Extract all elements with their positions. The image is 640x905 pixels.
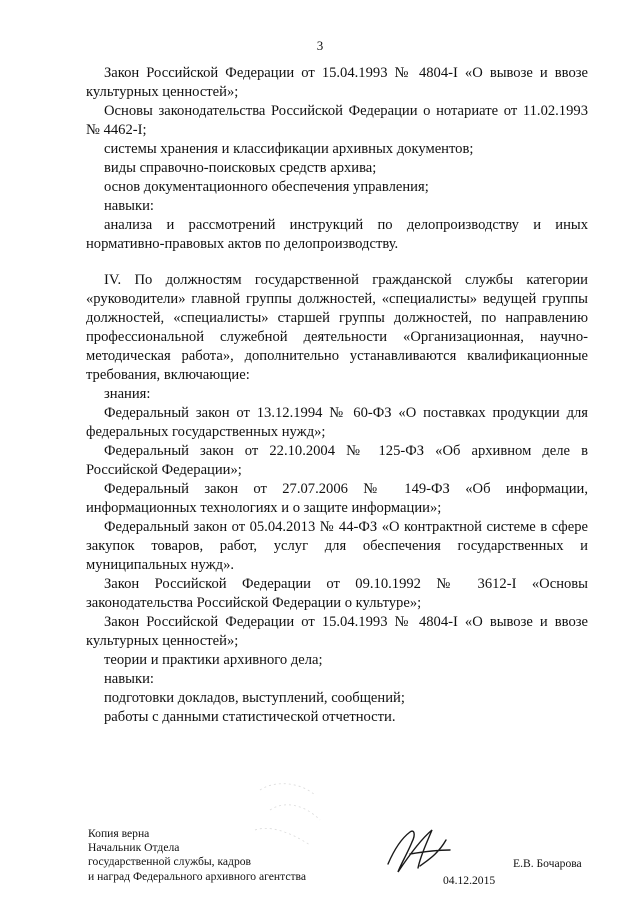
paragraph: навыки:	[104, 198, 154, 214]
paragraph: Закон Российской Федерации от 09.10.1992 № 3612-I «Основы законодательства Российской Федерации о культуре»;	[86, 576, 588, 611]
paragraph: навыки:	[104, 671, 154, 687]
certification-date: 04.12.2015	[443, 874, 496, 887]
paragraph: теории и практики архивного дела;	[104, 652, 323, 668]
document-body	[86, 64, 588, 727]
paragraph: Федеральный закон от 05.04.2013 № 44-ФЗ «О контрактной системе в сфере закупок товаров, работ, услуг для обеспечения государственных и муниципальных нужд».	[86, 519, 588, 573]
section-gap	[86, 254, 588, 271]
position-line: Начальник Отдела	[88, 841, 180, 855]
section-heading-paragraph: IV. По должностям государственной гражданской службы категории «руководители» главной группы должностей, «специалисты» ведущей группы должностей, «специалисты» старшей группы должностей, по направлению профессиональной служебной деятельности «Организационная, научно-методическая работа», дополнительно устанавливаются квалификационные требования, включающие:	[86, 272, 588, 383]
paragraph: системы хранения и классификации архивных документов;	[104, 141, 474, 157]
paragraph: Закон Российской Федерации от 15.04.1993 № 4804-I «О вывозе и ввозе культурных ценностей»;	[86, 614, 588, 649]
paragraph: знания:	[104, 386, 151, 402]
handwritten-signature	[380, 820, 458, 882]
paragraph: Основы законодательства Российской Федерации о нотариате от 11.02.1993 № 4462-I;	[86, 103, 588, 138]
paragraph: Федеральный закон от 27.07.2006 № 149-ФЗ «Об информации, информационных технологиях и о защите информации»;	[86, 481, 588, 516]
certification-line: Копия верна	[88, 827, 150, 840]
position-line: государственной службы, кадров	[88, 855, 252, 869]
paragraph: Федеральный закон от 22.10.2004 № 125-ФЗ «Об архивном деле в Российской Федерации»;	[86, 443, 588, 478]
paragraph: подготовки докладов, выступлений, сообщений;	[104, 690, 405, 706]
paragraph: Федеральный закон от 13.12.1994 № 60-ФЗ «О поставках продукции для федеральных государственных нужд»;	[86, 405, 588, 440]
paragraph: работы с данными статистической отчетности.	[104, 709, 396, 725]
paragraph: Закон Российской Федерации от 15.04.1993 № 4804-I «О вывозе и ввозе культурных ценностей»;	[86, 65, 588, 100]
paragraph: анализа и рассмотрений инструкций по делопроизводству и иных нормативно-правовых актов по делопроизводству.	[86, 217, 588, 252]
page-number: 3	[316, 38, 324, 53]
certification-block	[88, 827, 306, 884]
signatory-name: Е.В. Бочарова	[513, 857, 582, 870]
paragraph: основ документационного обеспечения управления;	[104, 179, 429, 195]
paragraph: виды справочно-поисковых средств архива;	[104, 160, 377, 176]
position-line: и наград Федерального архивного агентства	[88, 869, 306, 883]
